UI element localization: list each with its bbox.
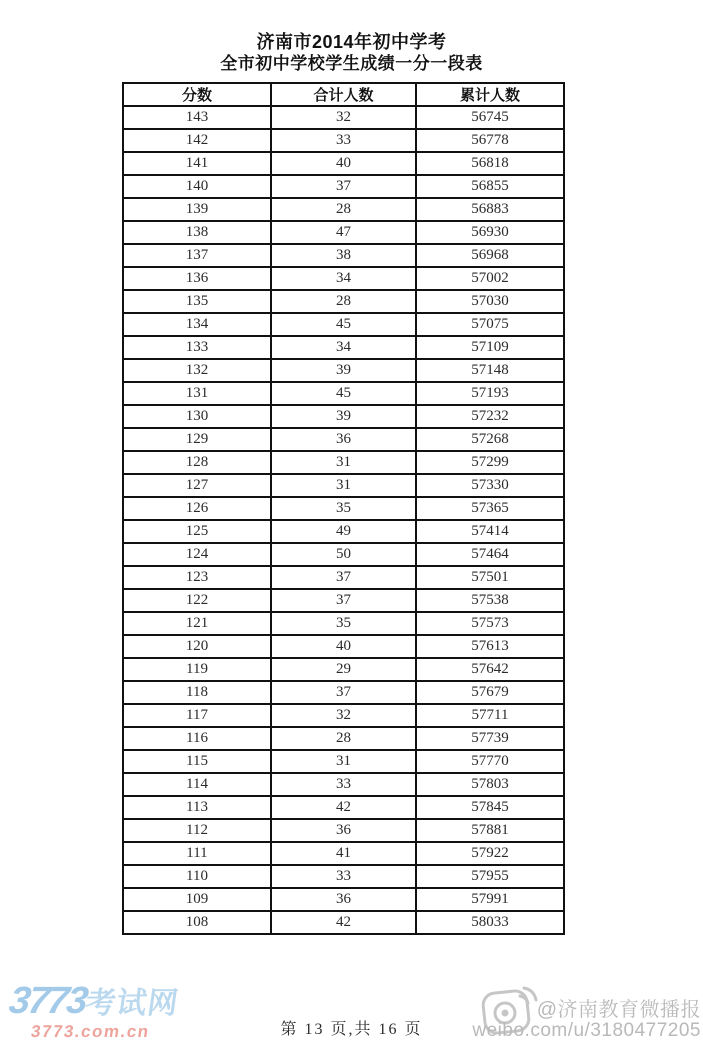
watermark-3773-suffix: 考试网 (83, 987, 181, 1020)
cumulative-count-cell: 57642 (416, 658, 564, 681)
table-row (123, 267, 564, 290)
cumulative-count-cell: 56930 (416, 221, 564, 244)
cumulative-count-cell: 57501 (416, 566, 564, 589)
cumulative-count-cell: 56745 (416, 106, 564, 129)
total-count-cell: 42 (271, 796, 416, 819)
table-row (123, 773, 564, 796)
total-count-cell: 36 (271, 819, 416, 842)
score-cell: 126 (123, 497, 271, 520)
total-count-cell: 39 (271, 359, 416, 382)
score-cell: 110 (123, 865, 271, 888)
total-count-cell: 36 (271, 428, 416, 451)
cumulative-count-cell: 57330 (416, 474, 564, 497)
header-total-count: 合计人数 (271, 83, 416, 106)
table-row (123, 152, 564, 175)
table-row (123, 589, 564, 612)
cumulative-count-cell: 57148 (416, 359, 564, 382)
score-cell: 138 (123, 221, 271, 244)
total-count-cell: 33 (271, 129, 416, 152)
score-cell: 140 (123, 175, 271, 198)
table-row (123, 681, 564, 704)
weibo-handle: @济南教育微播报 (536, 999, 701, 1021)
table-row (123, 497, 564, 520)
score-cell: 119 (123, 658, 271, 681)
score-cell: 125 (123, 520, 271, 543)
header-cumulative-count: 累计人数 (416, 83, 564, 106)
cumulative-count-cell: 57538 (416, 589, 564, 612)
header-score: 分数 (123, 83, 271, 106)
cumulative-count-cell: 57193 (416, 382, 564, 405)
total-count-cell: 36 (271, 888, 416, 911)
total-count-cell: 37 (271, 175, 416, 198)
total-count-cell: 32 (271, 106, 416, 129)
score-cell: 122 (123, 589, 271, 612)
total-count-cell: 37 (271, 589, 416, 612)
cumulative-count-cell: 57109 (416, 336, 564, 359)
cumulative-count-cell: 57075 (416, 313, 564, 336)
table-row (123, 658, 564, 681)
table-row (123, 175, 564, 198)
score-cell: 123 (123, 566, 271, 589)
table-row (123, 635, 564, 658)
table-row (123, 612, 564, 635)
cumulative-count-cell: 56818 (416, 152, 564, 175)
cumulative-count-cell: 57573 (416, 612, 564, 635)
total-count-cell: 50 (271, 543, 416, 566)
total-count-cell: 33 (271, 865, 416, 888)
total-count-cell: 40 (271, 635, 416, 658)
table-row (123, 428, 564, 451)
score-cell: 127 (123, 474, 271, 497)
total-count-cell: 37 (271, 681, 416, 704)
score-cell: 109 (123, 888, 271, 911)
score-cell: 133 (123, 336, 271, 359)
score-cell: 131 (123, 382, 271, 405)
total-count-cell: 28 (271, 198, 416, 221)
cumulative-count-cell: 57414 (416, 520, 564, 543)
score-cell: 143 (123, 106, 271, 129)
cumulative-count-cell: 57365 (416, 497, 564, 520)
table-row (123, 520, 564, 543)
table-row (123, 198, 564, 221)
cumulative-count-cell: 57679 (416, 681, 564, 704)
score-cell: 128 (123, 451, 271, 474)
table-row (123, 221, 564, 244)
table-row (123, 451, 564, 474)
cumulative-count-cell: 57613 (416, 635, 564, 658)
table-row (123, 336, 564, 359)
total-count-cell: 29 (271, 658, 416, 681)
total-count-cell: 31 (271, 474, 416, 497)
score-cell: 113 (123, 796, 271, 819)
cumulative-count-cell: 57299 (416, 451, 564, 474)
watermark-3773-domain: 3773.com.cn (29, 1022, 152, 1041)
table-row (123, 129, 564, 152)
table-row (123, 750, 564, 773)
cumulative-count-cell: 56968 (416, 244, 564, 267)
table-row (123, 543, 564, 566)
score-cell: 114 (123, 773, 271, 796)
score-cell: 116 (123, 727, 271, 750)
cumulative-count-cell: 56778 (416, 129, 564, 152)
table-row (123, 474, 564, 497)
cumulative-count-cell: 57922 (416, 842, 564, 865)
watermark-3773-brand (7, 982, 182, 1020)
score-cell: 129 (123, 428, 271, 451)
table-header-row (123, 83, 564, 106)
score-cell: 142 (123, 129, 271, 152)
cumulative-count-cell: 57845 (416, 796, 564, 819)
watermark-3773-number: 3773 (6, 980, 89, 1022)
table-row (123, 842, 564, 865)
table-row (123, 796, 564, 819)
table-row (123, 727, 564, 750)
cumulative-count-cell: 56883 (416, 198, 564, 221)
cumulative-count-cell: 57464 (416, 543, 564, 566)
cumulative-count-cell: 57770 (416, 750, 564, 773)
table-row (123, 106, 564, 129)
page-number-footer: 第 13 页,共 16 页 (280, 1021, 423, 1038)
score-cell: 130 (123, 405, 271, 428)
table-row (123, 819, 564, 842)
total-count-cell: 35 (271, 612, 416, 635)
score-cell: 137 (123, 244, 271, 267)
cumulative-count-cell: 57002 (416, 267, 564, 290)
score-cell: 115 (123, 750, 271, 773)
total-count-cell: 37 (271, 566, 416, 589)
total-count-cell: 45 (271, 313, 416, 336)
total-count-cell: 33 (271, 773, 416, 796)
table-row (123, 704, 564, 727)
cumulative-count-cell: 57030 (416, 290, 564, 313)
total-count-cell: 35 (271, 497, 416, 520)
total-count-cell: 45 (271, 382, 416, 405)
cumulative-count-cell: 57955 (416, 865, 564, 888)
total-count-cell: 32 (271, 704, 416, 727)
weibo-url: weibo.com/u/3180477205 (472, 1020, 701, 1041)
total-count-cell: 31 (271, 451, 416, 474)
total-count-cell: 31 (271, 750, 416, 773)
score-cell: 135 (123, 290, 271, 313)
score-cell: 118 (123, 681, 271, 704)
table-row (123, 865, 564, 888)
total-count-cell: 34 (271, 267, 416, 290)
table-row (123, 359, 564, 382)
score-cell: 120 (123, 635, 271, 658)
total-count-cell: 28 (271, 290, 416, 313)
table-row (123, 382, 564, 405)
total-count-cell: 42 (271, 911, 416, 934)
score-cell: 136 (123, 267, 271, 290)
score-cell: 141 (123, 152, 271, 175)
score-cell: 117 (123, 704, 271, 727)
score-cell: 112 (123, 819, 271, 842)
score-cell: 139 (123, 198, 271, 221)
cumulative-count-cell: 57803 (416, 773, 564, 796)
table-row (123, 911, 564, 934)
total-count-cell: 40 (271, 152, 416, 175)
total-count-cell: 34 (271, 336, 416, 359)
total-count-cell: 41 (271, 842, 416, 865)
total-count-cell: 47 (271, 221, 416, 244)
document-title (0, 31, 703, 74)
table-row (123, 405, 564, 428)
cumulative-count-cell: 58033 (416, 911, 564, 934)
cumulative-count-cell: 57739 (416, 727, 564, 750)
score-cell: 134 (123, 313, 271, 336)
total-count-cell: 28 (271, 727, 416, 750)
total-count-cell: 39 (271, 405, 416, 428)
total-count-cell: 49 (271, 520, 416, 543)
score-cell: 108 (123, 911, 271, 934)
cumulative-count-cell: 57991 (416, 888, 564, 911)
cumulative-count-cell: 57268 (416, 428, 564, 451)
score-cell: 132 (123, 359, 271, 382)
score-cell: 124 (123, 543, 271, 566)
score-cell: 111 (123, 842, 271, 865)
table-row (123, 888, 564, 911)
cumulative-count-cell: 57232 (416, 405, 564, 428)
cumulative-count-cell: 56855 (416, 175, 564, 198)
cumulative-count-cell: 57711 (416, 704, 564, 727)
total-count-cell: 38 (271, 244, 416, 267)
score-distribution-table (122, 82, 565, 935)
table-row (123, 566, 564, 589)
cumulative-count-cell: 57881 (416, 819, 564, 842)
table-row (123, 290, 564, 313)
score-cell: 121 (123, 612, 271, 635)
table-row (123, 313, 564, 336)
title-line-2: 全市初中学校学生成绩一分一段表 (220, 54, 483, 73)
table-row (123, 244, 564, 267)
title-line-1: 济南市2014年初中学考 (256, 32, 447, 52)
